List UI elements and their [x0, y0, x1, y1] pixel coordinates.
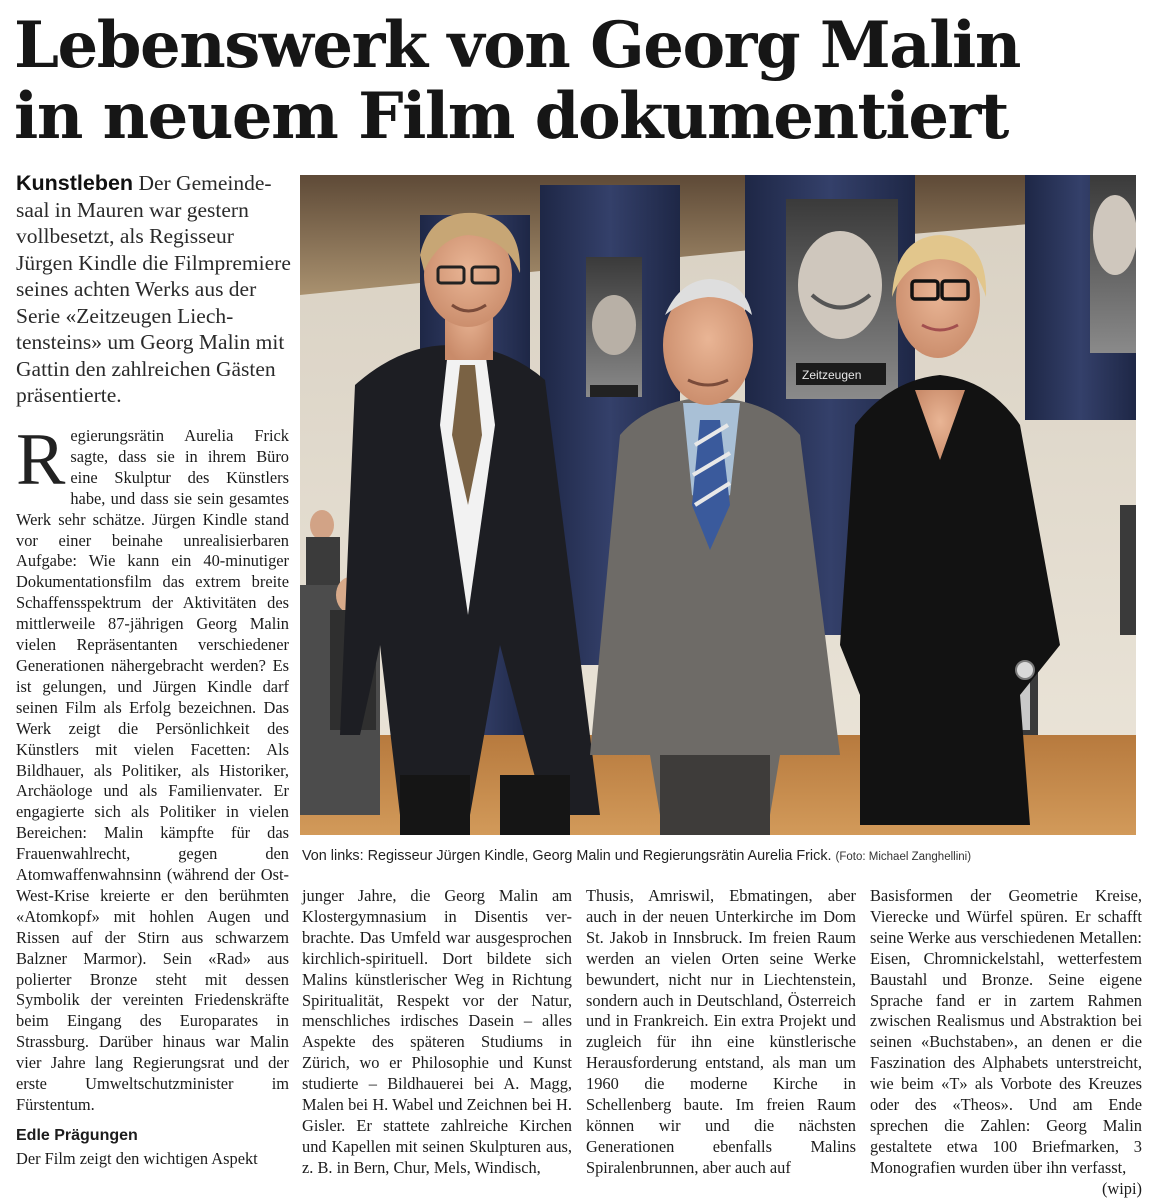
photo-caption — [302, 848, 1142, 864]
paragraph-1-text: egierungsrätin Aurelia Frick sagte, dass sie in ihrem Büro eine Skulptur des Künstlers habe, und dass sie sein gesamtes Werk sehr schätze. Jürgen Kindle stand vor einer beinahe unrealisierbaren Aufgabe: Wie kann ein 40-minutiger Dokumentationsfilm das extrem breite Schaffensspektrum der Aktivitäten des mittlerweile 87-jährigen Georg Malin vielen Repräsentanten verschiedener Generationen nähergebracht werden? Es ist gelungen, und Jürgen Kindle darf seinen Film als Erfolg bezeichnen. Das Werk zeigt die Persönlichkeit des Künstlers mit vielen Facetten: Als Bildhauer, als Politiker, als Historiker, Archäologe und als Familienvater. Er engagierte sich als Politiker in vielen Bereichen: Malin kämpfte für das Frauenwahlrecht, gegen den Atomwaffenwahnsinn (während der Ost-West-Krise kreierte er den berühmten «Atomkopf» mit hohlen Augen und Rissen auf der Stirn aus schwarzem Balzner Marmor). Sein «Rad» aus polierter Bronze steht mit dessen Symbolik der vereinten Friedenskräfte beim Eingang des Europarates in Strassburg. Darüber hinaus war Malin vier Jahre lang Regierungsrat und der erste Umweltschutzminister im Fürstentum. — [16, 426, 289, 1114]
intro-text: Der Gemeindesaal in Mauren war gestern vollbesetzt, als Regisseur Jürgen Kindle die Filmpremiere seines achten Werks aus der Serie «Zeitzeugen Liechtensteins» um Georg Malin mit Gattin den zahlreichen Gästen präsentierte. — [16, 171, 291, 407]
portrait-banner-left — [586, 257, 642, 397]
headline-line-1: Lebenswerk von Georg Malin — [14, 8, 1020, 83]
portrait-banner-right — [1090, 175, 1136, 353]
headline-line-2: in neuem Film dokumentiert — [14, 79, 1008, 154]
photo-credit: (Foto: Michael Zanghellini) — [835, 851, 972, 863]
paragraph-2-part: Der Film zeigt den wichtigen Aspekt — [16, 1148, 258, 1168]
paragraph-2-continued: Basisformen der Geometrie Kreise, Vierecke und Würfel spüren. Er schafft seine Werke aus verschiedenen Metallen: Eisen, Chromnickelstahl, wetterfestem Baustahl und Bronze. Seine eigene Sprache fand er in zartem Rahmen zwischen Realismus und Abstraktion bei seinen «Buchstaben», an denen er die Faszination des Alphabets unterstreicht, wie beim «T» als Vorbote des Kreuzes oder des «Theos». Und am Ende sprechen die Zahlen: Georg Malin gestaltete etwa 100 Briefmarken, 3 Monografien wurden über ihn verfasst, — [870, 886, 1142, 1177]
drop-cap: R — [16, 419, 66, 501]
paragraph-2-continued: junger Jahre, die Georg Malin am Klostergymnasium in Disentis verbrachte. Das Umfeld war ausgesprochen kirchlich-spirituell. Dort bildete sich Malins künstlerischer Weg in Richtung Spiritualität, Respekt vor der Natur, menschliches irdisches Dasein – alles Aspekte des späteren Studiums in Zürich, wo er Philosophie und Kunst studierte – Bildhauerei bei A. Magg, Malen bei H. Wabel und Zeichnen bei H. Gisler. Er stattete zahlreiche Kirchen und Kapellen mit seinen Skulpturen aus, z. B. in Bern, Chur, Mels, Windisch, — [302, 886, 572, 1177]
byline: (wipi) — [1101, 1178, 1142, 1198]
caption-text: Von links: Regisseur Jürgen Kindle, Georg Malin und Regierungsrätin Aurelia Frick. — [302, 848, 832, 864]
banner-label: Zeitzeugen — [802, 368, 862, 382]
paragraph-2-continued: Thusis, Amriswil, Ebmatingen, aber auch in der neuen Unterkirche im Dom St. Jakob in Innsbruck. Im freien Raum werden an vielen Orten seine Werke bewundert, nicht nur in Liechtenstein, sondern auch in Deutschland, Österreich und in Frankreich. Ein extra Projekt und zugleich für ihn eine künstlerische Herausforderung entstand, als man um 1960 die moderne Kirche in Schellenberg baute. Im freien Raum können wir und die nächsten Generationen ebenfalls Malins Spiralenbrunnen, aber auch auf — [586, 886, 856, 1177]
intro-paragraph — [16, 170, 294, 409]
article-column-3 — [586, 886, 856, 1179]
article-column-4 — [870, 886, 1142, 1200]
article-column-1 — [16, 419, 289, 1170]
event-photo — [300, 175, 1136, 835]
headline — [14, 10, 1144, 152]
subheading: Edle Prägungen — [16, 1126, 138, 1144]
paragraph-1 — [16, 419, 289, 1116]
kicker: Kunstleben — [16, 171, 134, 195]
article-column-2 — [302, 886, 572, 1179]
portrait-banner-center — [786, 199, 898, 399]
